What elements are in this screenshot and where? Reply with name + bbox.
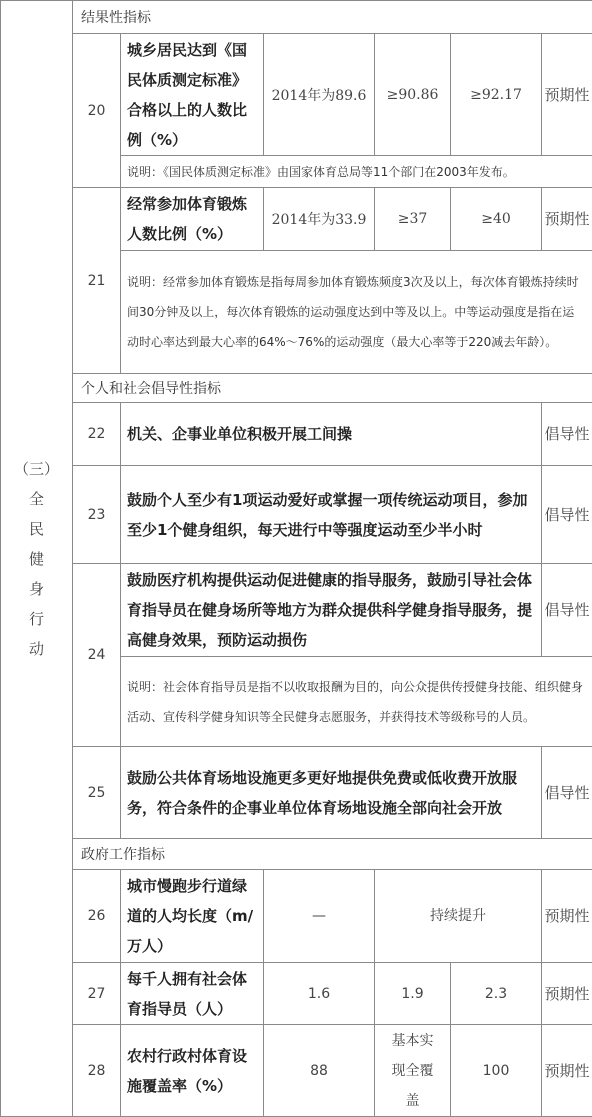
value-2014: —	[264, 870, 375, 963]
category-char: 健	[1, 544, 72, 574]
row-number: 28	[73, 1025, 121, 1117]
indicator-type: 倡导性	[542, 403, 592, 466]
indicator-title: 城乡居民达到《国民体质测定标准》合格以上的人数比例（%）	[121, 34, 264, 156]
section-header-government: 政府工作指标	[73, 839, 592, 870]
indicator-type: 预期性	[542, 1025, 592, 1117]
category-cell	[1, 1, 73, 1117]
value-2014: 88	[264, 1025, 375, 1117]
value-target: ≥40	[451, 188, 542, 251]
row-number: 24	[73, 564, 121, 747]
indicator-type: 预期性	[542, 34, 592, 156]
row-number: 20	[73, 34, 121, 188]
indicator-type: 倡导性	[542, 466, 592, 564]
value-target: 2.3	[451, 963, 542, 1025]
indicator-type: 预期性	[542, 188, 592, 251]
indicator-title: 城市慢跑步行道绿道的人均长度（m/万人）	[121, 870, 264, 963]
value-target: 持续提升	[375, 870, 542, 963]
category-char: 身	[1, 574, 72, 604]
value-2014: 2014年为89.6	[264, 34, 375, 156]
category-char: 动	[1, 634, 72, 664]
row-number: 27	[73, 963, 121, 1025]
row-number: 22	[73, 403, 121, 466]
category-paren: （三）	[1, 454, 72, 484]
section-header-result: 结果性指标	[73, 1, 592, 34]
value-target: 100	[451, 1025, 542, 1117]
row-number: 23	[73, 466, 121, 564]
indicator-title: 每千人拥有社会体育指导员（人）	[121, 963, 264, 1025]
indicator-title: 经常参加体育锻炼人数比例（%）	[121, 188, 264, 251]
row-number: 26	[73, 870, 121, 963]
indicator-title: 鼓励个人至少有1项运动爱好或掌握一项传统运动项目，参加至少1个健身组织，每天进行中等强度运动至少半小时	[121, 466, 542, 564]
category-char: 行	[1, 604, 72, 634]
indicator-note: 说明：《国民体质测定标准》由国家体育总局等11个部门在2003年发布。	[121, 156, 592, 188]
value-mid: ≥90.86	[375, 34, 451, 156]
indicator-type: 倡导性	[542, 564, 592, 657]
indicator-title: 鼓励医疗机构提供运动促进健康的指导服务，鼓励引导社会体育指导员在健身场所等地方为群众提供科学健身指导服务，提高健身效果，预防运动损伤	[121, 564, 542, 657]
indicator-type: 预期性	[542, 870, 592, 963]
indicator-title: 机关、企事业单位积极开展工间操	[121, 403, 542, 466]
section-header-advocacy: 个人和社会倡导性指标	[73, 374, 592, 403]
value-2014: 2014年为33.9	[264, 188, 375, 251]
value-target: ≥92.17	[451, 34, 542, 156]
value-mid: ≥37	[375, 188, 451, 251]
indicator-type: 预期性	[542, 963, 592, 1025]
row-number: 21	[73, 188, 121, 374]
value-2014: 1.6	[264, 963, 375, 1025]
category-char: 民	[1, 514, 72, 544]
row-number: 25	[73, 747, 121, 839]
indicator-title: 农村行政村体育设施覆盖率（%）	[121, 1025, 264, 1117]
indicator-type: 倡导性	[542, 747, 592, 839]
category-char: 全	[1, 484, 72, 514]
value-mid: 1.9	[375, 963, 451, 1025]
indicator-title: 鼓励公共体育场地设施更多更好地提供免费或低收费开放服务，符合条件的企事业单位体育场地设施全部向社会开放	[121, 747, 542, 839]
value-mid: 基本实现全覆盖	[375, 1025, 451, 1117]
indicator-note: 说明：社会体育指导员是指不以收取报酬为目的，向公众提供传授健身技能、组织健身活动、宣传科学健身知识等全民健身志愿服务，并获得技术等级称号的人员。	[121, 657, 592, 747]
indicator-note: 说明：经常参加体育锻炼是指每周参加体育锻炼频度3次及以上，每次体育锻炼持续时间30分钟及以上，每次体育锻炼的运动强度达到中等及以上。中等运动强度是指在运动时心率达到最大心率的64%～76%的运动强度（最大心率等于220减去年龄）。	[121, 251, 592, 374]
